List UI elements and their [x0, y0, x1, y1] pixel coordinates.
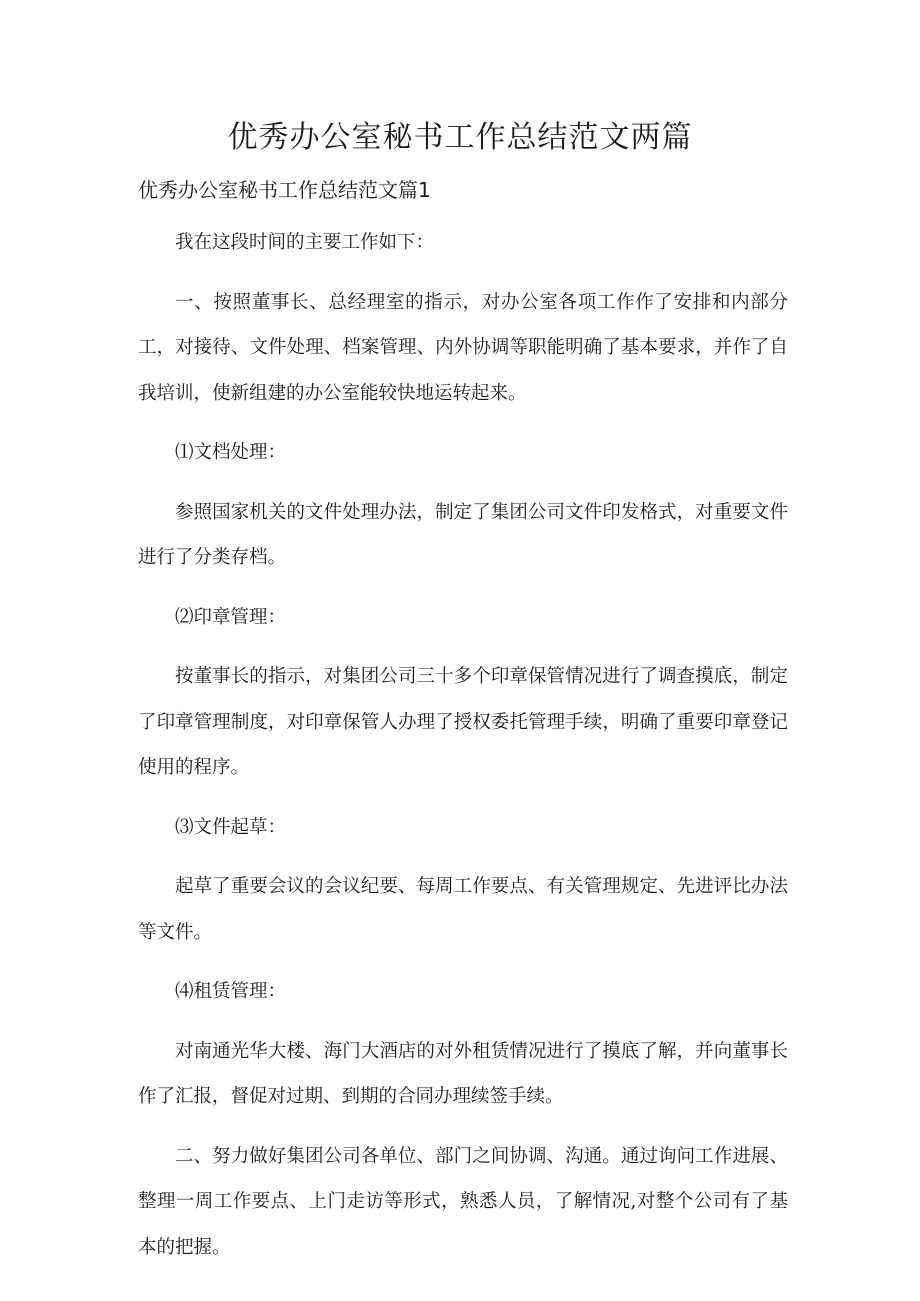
paragraph: 对南通光华大楼、海门大酒店的对外租赁情况进行了摸底了解，并向董事长作了汇报，督促对过期、到期的合同办理续签手续。	[138, 1040, 788, 1107]
paragraph: ⑴文档处理：	[175, 442, 287, 463]
paragraph: 起草了重要会议的会议纪要、每周工作要点、有关管理规定、先进评比办法等文件。	[138, 876, 788, 943]
document-title: 优秀办公室秘书工作总结范文两篇	[227, 120, 693, 155]
paragraph: ⑶文件起草：	[175, 816, 287, 838]
paragraph: 我在这段时间的主要工作如下：	[175, 232, 435, 253]
paragraph: 参照国家机关的文件处理办法，制定了集团公司文件印发格式，对重要文件进行了分类存档。	[138, 501, 788, 568]
paragraph: ⑷租赁管理：	[175, 981, 287, 1002]
section-heading: 优秀办公室秘书工作总结范文篇1	[138, 178, 431, 202]
paragraph: 二、努力做好集团公司各单位、部门之间协调、沟通。通过询问工作进展、整理一周工作要点、上门走访等形式，熟悉人员，了解情况,对整个公司有了基本的把握。	[138, 1145, 788, 1258]
paragraph: 按董事长的指示，对集团公司三十多个印章保管情况进行了调查摸底，制定了印章管理制度，对印章保管人办理了授权委托管理手续，明确了重要印章登记使用的程序。	[138, 666, 788, 778]
document-body	[138, 220, 788, 1284]
paragraph: 一、按照董事长、总经理室的指示，对办公室各项工作作了安排和内部分工，对接待、文件处理、档案管理、内外协调等职能明确了基本要求，并作了自我培训，使新组建的办公室能较快地运转起来。	[138, 291, 788, 404]
paragraph: ⑵印章管理：	[175, 606, 287, 628]
